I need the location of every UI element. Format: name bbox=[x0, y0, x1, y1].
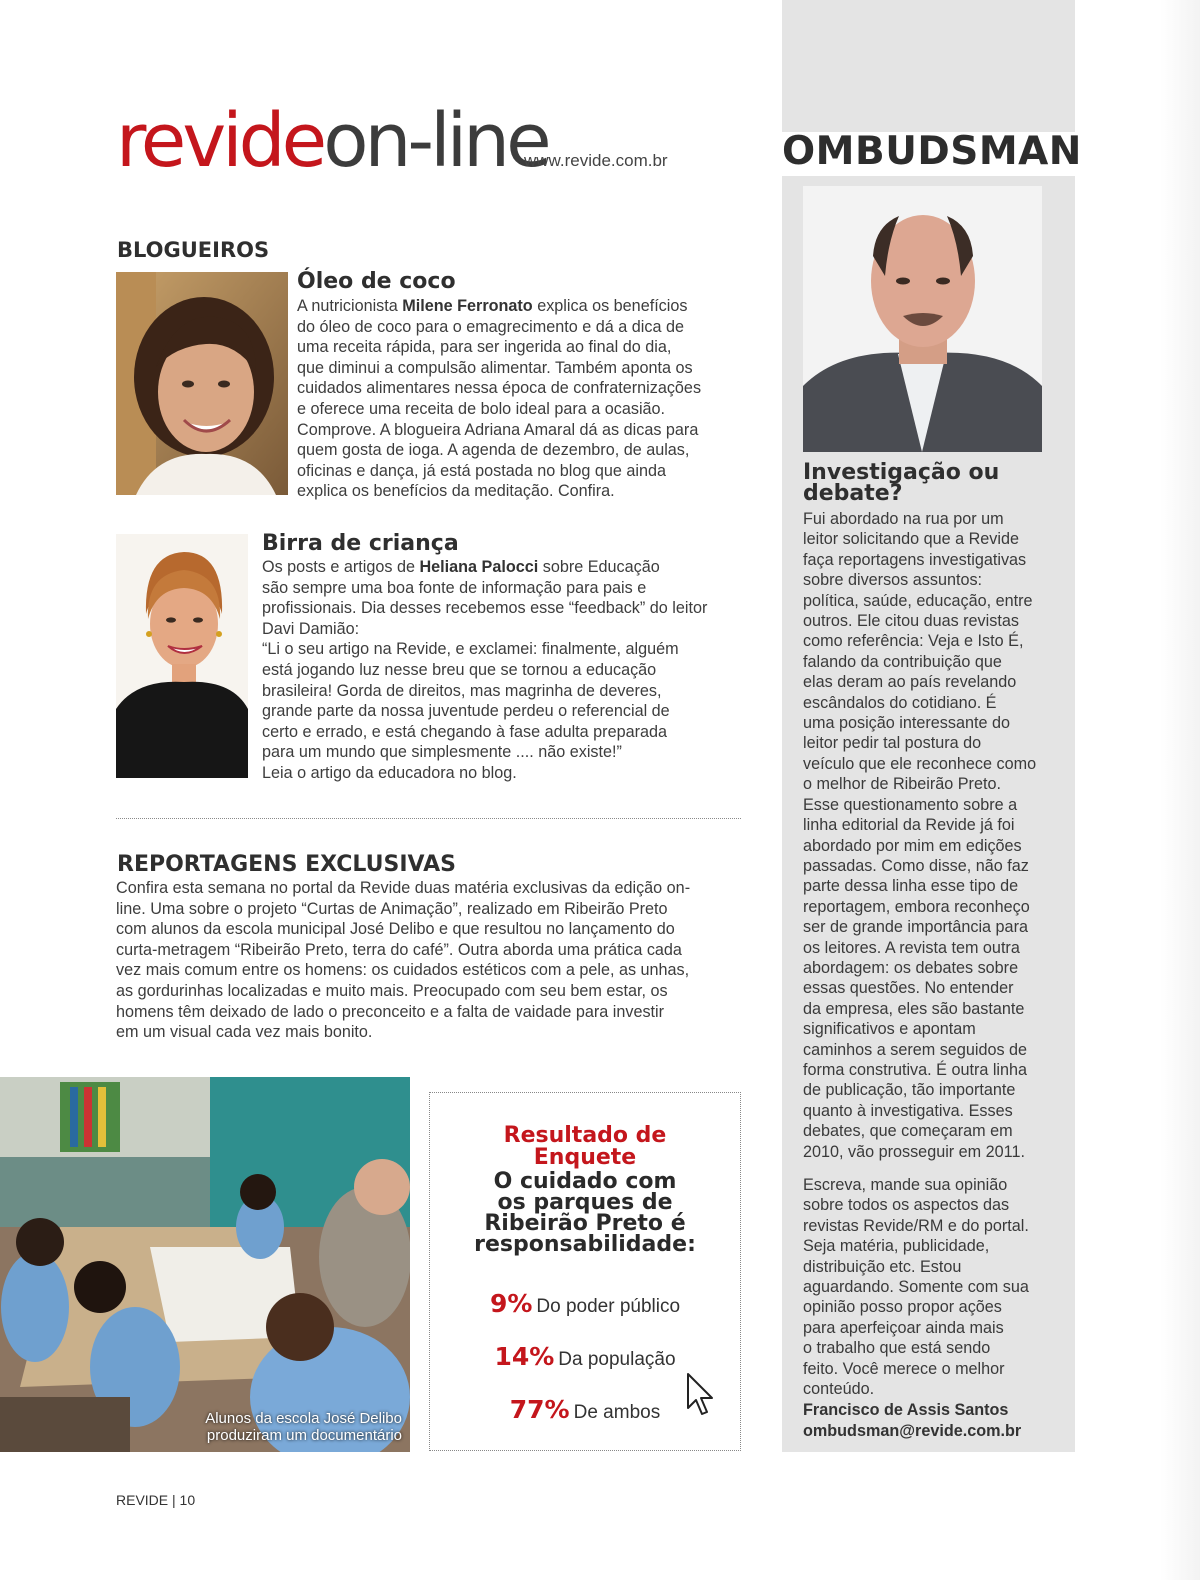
reportagens-line: curta-metragem “Ribeirão Preto, terra do café”. Outra aborda uma prática cada bbox=[116, 940, 682, 959]
poll-title-line: Enquete bbox=[533, 1145, 637, 1170]
ombudsman-email-link[interactable]: ombudsman@revide.com.br bbox=[803, 1422, 1022, 1440]
ombudsman-line: parte dessa linha esse tipo de bbox=[803, 877, 1019, 896]
ombudsman-line: para aperfeiçoar ainda mais bbox=[803, 1318, 1004, 1337]
section-divider bbox=[116, 818, 741, 819]
article-line bbox=[262, 639, 747, 660]
ombudsman-heading: OMBUDSMAN bbox=[782, 129, 1082, 174]
article-line bbox=[297, 317, 747, 338]
photo-classroom-jose-delibo bbox=[0, 1077, 410, 1452]
text-segment: cuidados alimentares nessa época de confraternizações bbox=[297, 379, 702, 398]
page-footer: REVIDE | 10 bbox=[116, 1492, 196, 1508]
ombudsman-paragraph-1 bbox=[803, 509, 1068, 1162]
ombudsman-line: de publicação, tão importante bbox=[803, 1081, 1016, 1100]
poll-question-line: O cuidado com bbox=[493, 1169, 677, 1194]
photo-milene-ferronato bbox=[116, 272, 288, 495]
ombudsman-line: debates, que começaram em bbox=[803, 1122, 1013, 1141]
ombudsman-article-title bbox=[803, 462, 1033, 504]
text-segment: Os posts e artigos de bbox=[262, 558, 420, 576]
text-segment: quem gosta de ioga. A agenda de dezembro, de aulas, bbox=[297, 441, 690, 460]
ombudsman-line: elas deram ao país revelando bbox=[803, 673, 1017, 692]
article-line bbox=[297, 358, 747, 379]
article-line bbox=[297, 481, 747, 502]
photo-heliana-palocci bbox=[116, 534, 248, 778]
text-segment: “Li o seu artigo na Revide, e exclamei: finalmente, alguém bbox=[262, 640, 679, 659]
masthead-logo bbox=[116, 98, 548, 184]
article-line bbox=[262, 619, 747, 640]
poll-result-label: Do poder público bbox=[536, 1296, 681, 1317]
article-title-birra-de-crianca: Birra de criança bbox=[262, 531, 459, 556]
reportagens-body bbox=[116, 878, 756, 1043]
ombudsman-line: reportagem, embora reconheço bbox=[803, 897, 1030, 916]
mouse-pointer-icon bbox=[686, 1372, 716, 1423]
article-body-oleo-de-coco bbox=[297, 296, 747, 502]
article-line bbox=[262, 701, 747, 722]
reportagens-line: as gordurinhas localizadas e muito mais. Preocupado com seu bem estar, os bbox=[116, 981, 668, 1000]
ombudsman-line: significativos e apontam bbox=[803, 1020, 976, 1039]
ombudsman-line: opinião posso propor ações bbox=[803, 1298, 1002, 1317]
ombudsman-line: Fui abordado na rua por um bbox=[803, 510, 1004, 528]
ombudsman-line: falando da contribuição que bbox=[803, 652, 1002, 671]
text-segment: sobre Educação bbox=[538, 558, 660, 576]
article-line bbox=[262, 557, 747, 578]
article-line bbox=[262, 742, 747, 763]
ombudsman-line: ser de grande importância para bbox=[803, 918, 1028, 937]
ombudsman-line: leitor pedir tal postura do bbox=[803, 734, 982, 753]
ombudsman-line: quanto à investigativa. Esses bbox=[803, 1101, 1013, 1120]
text-segment: brasileira! Gorda de direitos, mas magrinha de deveres, bbox=[262, 681, 662, 700]
poll-title-line: Resultado de bbox=[503, 1123, 667, 1148]
ombudsman-line: linha editorial da Revide já foi bbox=[803, 816, 1015, 835]
footer-brand: REVIDE bbox=[116, 1492, 169, 1508]
text-segment: Leia o artigo da educadora no blog. bbox=[262, 763, 517, 782]
poll-result-row bbox=[430, 1289, 740, 1318]
article-line bbox=[297, 399, 747, 420]
masthead-red: revide bbox=[116, 98, 324, 184]
text-segment: Davi Damião: bbox=[262, 619, 360, 638]
ombudsman-line: leitor solicitando que a Revide bbox=[803, 530, 1019, 549]
text-segment: que diminui a compulsão alimentar. Também aponta os bbox=[297, 358, 693, 377]
reportagens-line: com alunos da escola municipal José Delibo e que resultou no lançamento do bbox=[116, 920, 675, 939]
poll-result-label: Da população bbox=[558, 1349, 676, 1370]
text-segment: explica os benefícios da meditação. Confira. bbox=[297, 482, 615, 501]
ombudsman-line: aguardando. Somente com sua bbox=[803, 1278, 1029, 1297]
ombudsman-line: revistas Revide/RM e do portal. bbox=[803, 1216, 1029, 1235]
photo-caption-line1: Alunos da escola José Delibo bbox=[205, 1410, 402, 1427]
ombudsman-title-line: Investigação ou bbox=[803, 460, 1000, 485]
article-line bbox=[297, 296, 747, 317]
text-segment: profissionais. Dia desses recebemos esse “feedback” do leitor bbox=[262, 599, 708, 618]
poll-question-line: Ribeirão Preto é bbox=[484, 1211, 686, 1236]
ombudsman-line: passadas. Como disse, não faz bbox=[803, 856, 1029, 875]
text-segment: e oferece uma receita de bolo ideal para a ocasião. bbox=[297, 399, 666, 418]
article-line bbox=[262, 722, 747, 743]
poll-result-pct: 14% bbox=[494, 1342, 555, 1371]
reportagens-line: em um visual cada vez mais bonito. bbox=[116, 1023, 373, 1042]
article-title-oleo-de-coco: Óleo de coco bbox=[297, 269, 456, 294]
ombudsman-line: feito. Você merece o melhor bbox=[803, 1359, 1005, 1378]
text-segment: explica os benefícios bbox=[532, 297, 688, 315]
text-segment: está jogando luz nesse breu que se tornou a educação bbox=[262, 660, 657, 679]
ombudsman-line: abordado por mim em edições bbox=[803, 836, 1022, 855]
reportagens-line: Confira esta semana no portal da Revide duas matéria exclusivas da edição on- bbox=[116, 879, 691, 897]
article-line bbox=[297, 378, 747, 399]
sidebar-top-block bbox=[782, 0, 1075, 132]
poll-question-line: responsabilidade: bbox=[474, 1232, 696, 1257]
photo-ombudsman-portrait bbox=[803, 186, 1042, 452]
text-segment: Comprove. A blogueira Adriana Amaral dá as dicas para bbox=[297, 420, 699, 439]
poll-result-label: De ambos bbox=[573, 1402, 661, 1423]
ombudsman-line: da empresa, eles são bastante bbox=[803, 999, 1025, 1018]
ombudsman-line: o melhor de Ribeirão Preto. bbox=[803, 775, 1001, 794]
ombudsman-author: Francisco de Assis Santos bbox=[803, 1401, 1009, 1419]
article-body-birra-de-crianca bbox=[262, 557, 747, 784]
photo-caption bbox=[150, 1410, 402, 1444]
ombudsman-line: os leitores. A revista tem outra bbox=[803, 938, 1020, 957]
ombudsman-line: sobre todos os aspectos das bbox=[803, 1196, 1010, 1215]
reportagens-line: line. Uma sobre o projeto “Curtas de Animação”, realizado em Ribeirão Preto bbox=[116, 899, 668, 918]
ombudsman-line: Seja matéria, publicidade, bbox=[803, 1237, 990, 1256]
text-segment: grande parte da nossa juventude perdeu o referencial de bbox=[262, 702, 670, 721]
text-segment: certo e errado, e está chegando à fase adulta preparada bbox=[262, 722, 667, 741]
text-segment: A nutricionista bbox=[297, 297, 403, 315]
ombudsman-line: sobre diversos assuntos: bbox=[803, 571, 983, 590]
article-line bbox=[262, 598, 747, 619]
ombudsman-line: forma construtiva. É outra linha bbox=[803, 1060, 1028, 1079]
article-line bbox=[262, 681, 747, 702]
photo-caption-line2: produziram um documentário bbox=[206, 1427, 402, 1444]
site-url[interactable]: www.revide.com.br bbox=[524, 151, 668, 170]
ombudsman-line: outros. Ele citou duas revistas bbox=[803, 612, 1019, 631]
text-segment: oficinas e dança, já está postada no blog que ainda bbox=[297, 461, 666, 480]
ombudsman-line: política, saúde, educação, entre bbox=[803, 591, 1033, 610]
ombudsman-line: uma posição interessante do bbox=[803, 714, 1010, 733]
poll-result-pct: 9% bbox=[489, 1289, 533, 1318]
poll-title bbox=[430, 1125, 740, 1169]
ombudsman-line: essas questões. No entender bbox=[803, 979, 1014, 998]
article-line bbox=[297, 420, 747, 441]
author-name: Milene Ferronato bbox=[402, 297, 533, 315]
section-heading-blogueiros: BLOGUEIROS bbox=[117, 238, 270, 262]
masthead-gray: on-line bbox=[323, 98, 548, 184]
ombudsman-line: escândalos do cotidiano. É bbox=[803, 693, 997, 712]
article-line bbox=[297, 461, 747, 482]
ombudsman-line: caminhos a serem seguidos de bbox=[803, 1040, 1028, 1059]
article-line bbox=[297, 337, 747, 358]
text-segment: para um mundo que simplesmente .... não existe!” bbox=[262, 743, 622, 762]
ombudsman-title-line: debate? bbox=[803, 481, 903, 506]
ombudsman-line: veículo que ele reconhece como bbox=[803, 754, 1037, 773]
reportagens-line: homens têm deixado de lado o preconceito e a falta de vaidade para investir bbox=[116, 1002, 665, 1021]
ombudsman-line: o trabalho que está sendo bbox=[803, 1339, 991, 1358]
ombudsman-line: distribuição etc. Estou bbox=[803, 1257, 962, 1276]
ombudsman-line: conteúdo. bbox=[803, 1380, 875, 1399]
article-line bbox=[297, 440, 747, 461]
ombudsman-line: abordagem: os debates sobre bbox=[803, 958, 1019, 977]
poll-question-line: os parques de bbox=[497, 1190, 673, 1215]
page-number: 10 bbox=[179, 1492, 196, 1508]
article-line bbox=[262, 660, 747, 681]
ombudsman-paragraph-2 bbox=[803, 1175, 1068, 1399]
text-segment: são sempre uma boa fonte de informação para pais e bbox=[262, 578, 647, 597]
ombudsman-line: Esse questionamento sobre a bbox=[803, 795, 1018, 814]
poll-question bbox=[430, 1171, 740, 1255]
poll-result-row bbox=[430, 1342, 740, 1371]
section-heading-reportagens: REPORTAGENS EXCLUSIVAS bbox=[117, 852, 456, 877]
article-line bbox=[262, 763, 747, 784]
article-line bbox=[262, 578, 747, 599]
reportagens-line: vez mais comum entre os homens: os cuidados estéticos com a pele, as unhas, bbox=[116, 961, 690, 980]
author-name: Heliana Palocci bbox=[419, 558, 539, 576]
ombudsman-line: 2010, vão prosseguir em 2011. bbox=[803, 1142, 1025, 1161]
ombudsman-line: faça reportagens investigativas bbox=[803, 550, 1027, 569]
page-edge-shadow bbox=[1160, 0, 1200, 1580]
text-segment: uma receita rápida, para ser ingerida ao final do dia, bbox=[297, 338, 672, 357]
ombudsman-line: como referência: Veja e Isto É, bbox=[803, 632, 1024, 651]
ombudsman-line: Escreva, mande sua opinião bbox=[803, 1176, 1008, 1194]
poll-result-pct: 77% bbox=[509, 1395, 570, 1424]
text-segment: do óleo de coco para o emagrecimento e dá a dica de bbox=[297, 317, 684, 336]
